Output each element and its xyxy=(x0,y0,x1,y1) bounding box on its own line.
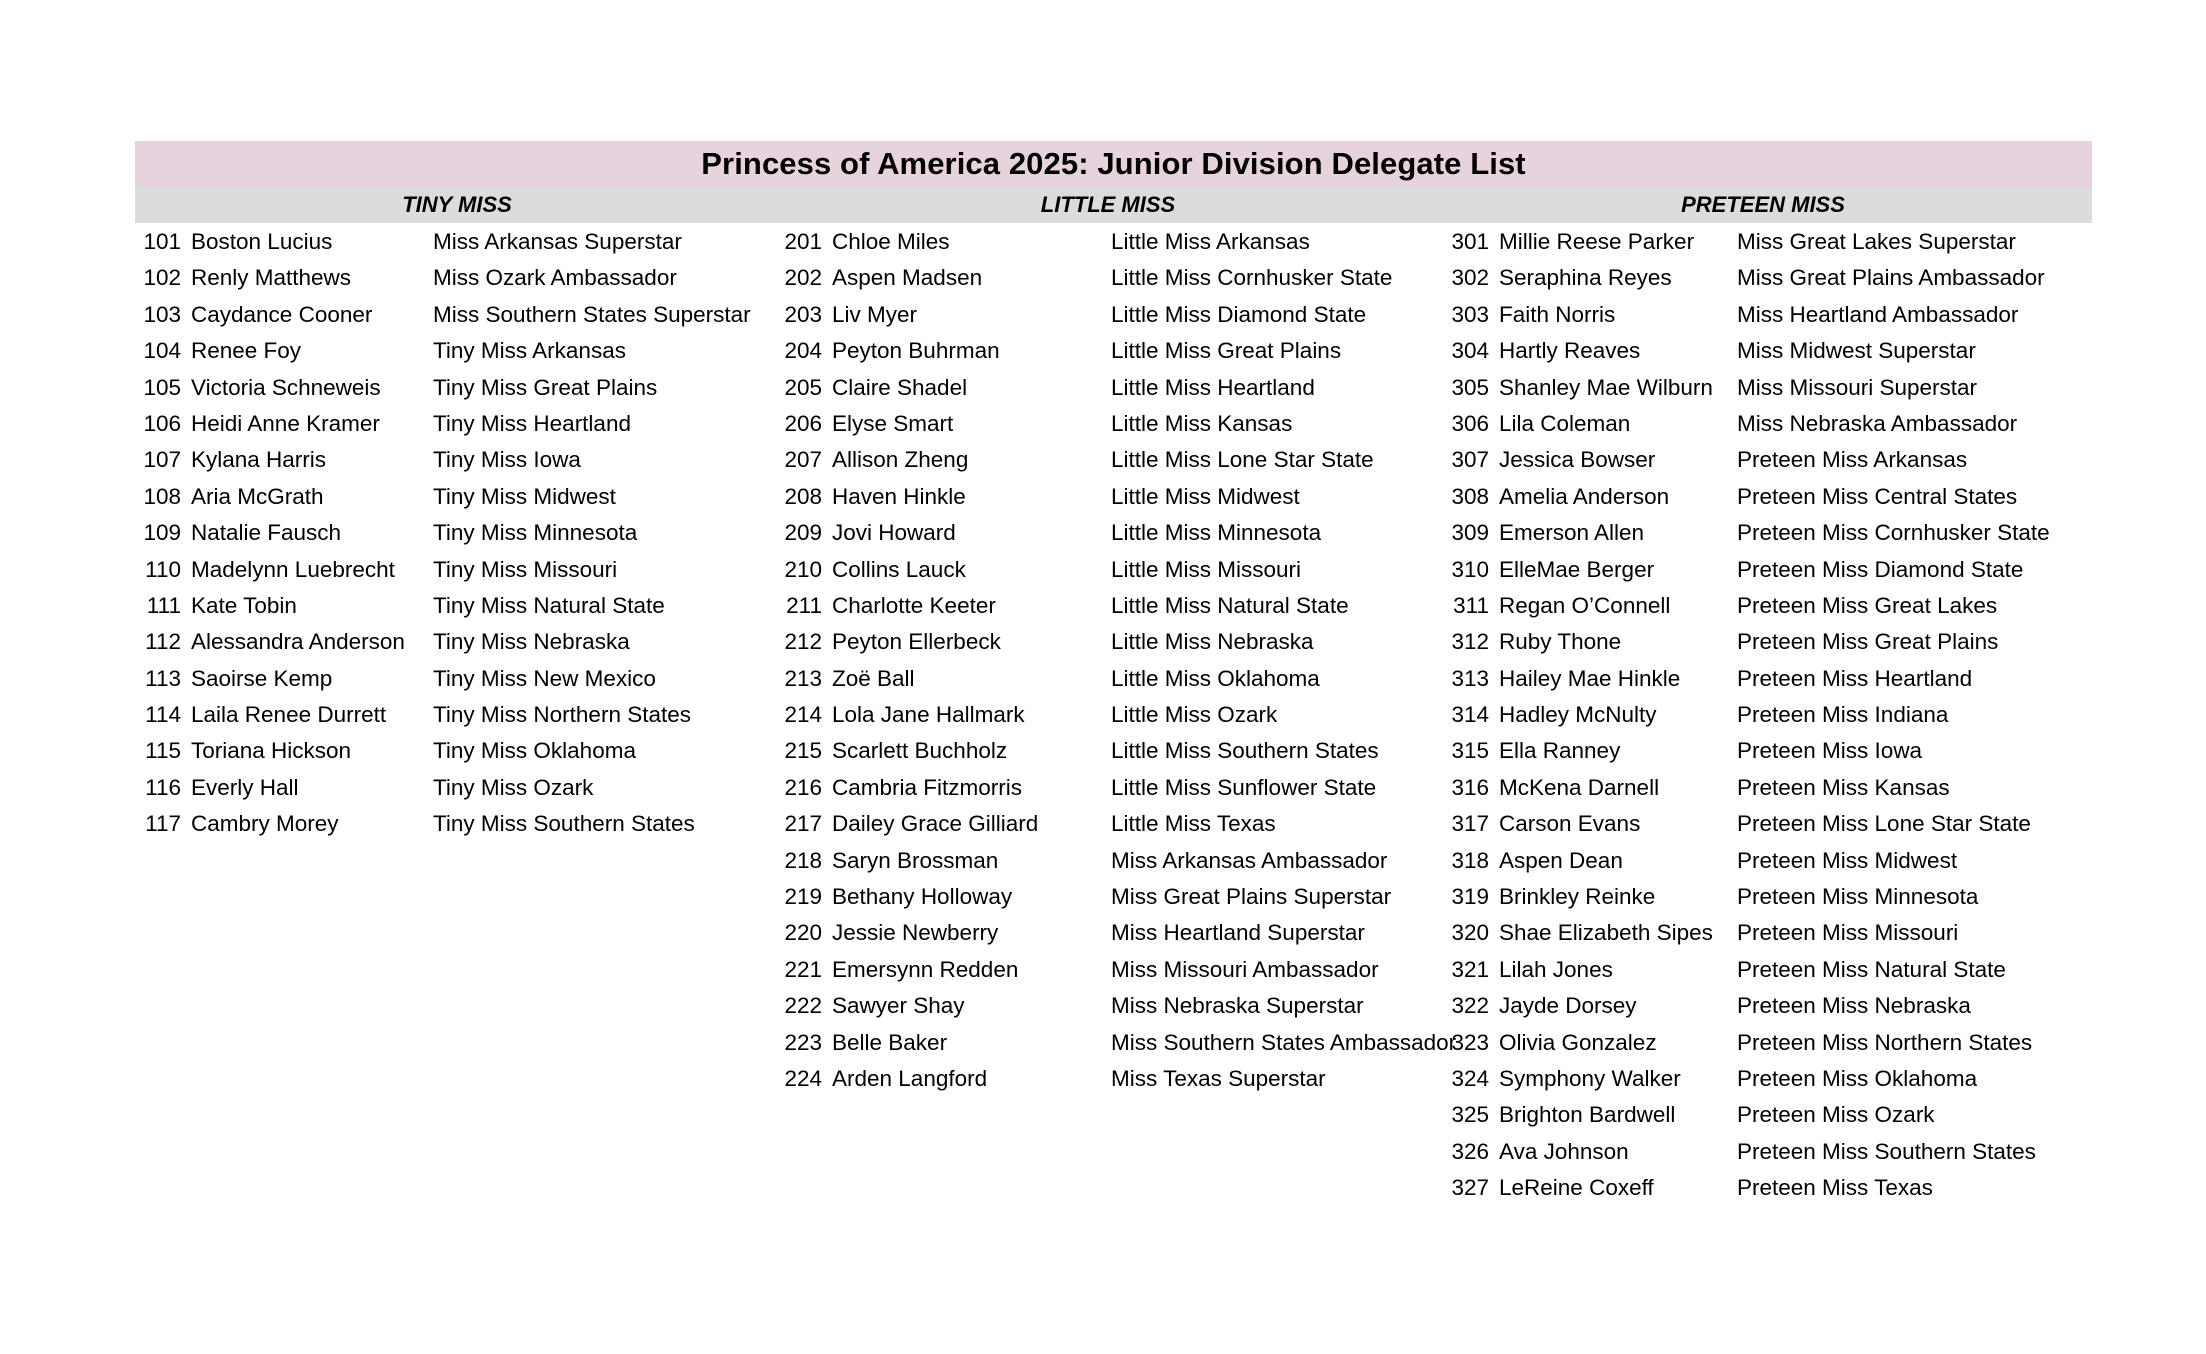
delegate-number: 310 xyxy=(1451,556,1489,582)
delegate-name: Peyton Ellerbeck xyxy=(832,629,1001,655)
delegate-name: Arden Langford xyxy=(832,1065,988,1091)
delegate-number: 314 xyxy=(1451,702,1489,728)
delegate-number: 319 xyxy=(1451,884,1489,910)
delegate-title: Miss Ozark Ambassador xyxy=(433,265,677,291)
delegate-title: Preteen Miss Great Plains xyxy=(1737,629,1999,655)
delegate-name: Ella Ranney xyxy=(1499,738,1621,764)
delegate-title: Preteen Miss Iowa xyxy=(1737,738,1923,764)
delegate-title: Miss Nebraska Superstar xyxy=(1111,993,1364,1019)
delegate-number: 109 xyxy=(143,520,181,546)
delegate-name: Haven Hinkle xyxy=(832,483,966,509)
delegate-number: 211 xyxy=(786,592,822,618)
delegate-title: Tiny Miss Iowa xyxy=(433,447,581,473)
delegate-number: 214 xyxy=(784,702,822,728)
delegate-name: Charlotte Keeter xyxy=(832,592,996,618)
delegate-title: Tiny Miss Minnesota xyxy=(433,520,638,546)
delegate-number: 307 xyxy=(1451,447,1489,473)
delegate-number: 322 xyxy=(1451,993,1489,1019)
delegate-name: Hartly Reaves xyxy=(1499,338,1641,364)
delegate-name: Renee Foy xyxy=(191,338,302,364)
delegate-name: Emersynn Redden xyxy=(832,956,1019,982)
delegate-number: 313 xyxy=(1451,665,1489,691)
delegate-name: Sawyer Shay xyxy=(832,993,965,1019)
delegate-name: Victoria Schneweis xyxy=(191,374,381,400)
delegate-title: Preteen Miss Kansas xyxy=(1737,774,1950,800)
delegate-title: Preteen Miss Lone Star State xyxy=(1737,811,2031,837)
delegate-name: LeReine Coxeff xyxy=(1499,1175,1654,1201)
delegate-name: Millie Reese Parker xyxy=(1499,229,1695,254)
delegate-number: 107 xyxy=(143,447,181,473)
delegate-name: Ava Johnson xyxy=(1499,1138,1629,1164)
delegate-name: Jovi Howard xyxy=(832,520,956,546)
delegate-title: Miss Southern States Ambassador xyxy=(1111,1029,1457,1055)
division-header-band xyxy=(135,187,2092,223)
page-title: Princess of America 2025: Junior Division Delegate List xyxy=(701,146,1526,181)
delegate-name: Lilah Jones xyxy=(1499,956,1613,982)
delegate-name: Aspen Dean xyxy=(1499,847,1623,873)
delegate-title: Preteen Miss Minnesota xyxy=(1737,884,1979,910)
delegate-name: Jayde Dorsey xyxy=(1499,993,1637,1019)
delegate-title: Little Miss Nebraska xyxy=(1111,629,1314,655)
delegate-number: 221 xyxy=(784,956,822,982)
delegate-number: 212 xyxy=(784,629,822,655)
delegate-title: Little Miss Kansas xyxy=(1111,410,1293,436)
delegate-name: Claire Shadel xyxy=(832,374,968,400)
delegate-name: Lola Jane Hallmark xyxy=(832,702,1025,728)
delegate-title: Little Miss Natural State xyxy=(1111,592,1349,618)
delegate-name: Hadley McNulty xyxy=(1499,702,1657,728)
delegate-title: Tiny Miss Great Plains xyxy=(433,374,658,400)
delegate-name: Seraphina Reyes xyxy=(1499,265,1672,291)
delegate-number: 318 xyxy=(1451,847,1489,873)
division-header-tiny-miss: TINY MISS xyxy=(402,192,512,217)
delegate-number: 323 xyxy=(1451,1029,1489,1055)
delegate-number: 117 xyxy=(145,811,181,837)
delegate-number: 110 xyxy=(145,556,181,582)
delegate-name: Boston Lucius xyxy=(191,229,333,254)
delegate-number: 324 xyxy=(1451,1065,1489,1091)
delegate-name: Saoirse Kemp xyxy=(191,665,333,691)
delegate-title: Miss Great Plains Superstar xyxy=(1111,884,1392,910)
delegate-name: Olivia Gonzalez xyxy=(1499,1029,1657,1055)
delegate-number: 327 xyxy=(1451,1175,1489,1201)
delegate-number: 217 xyxy=(784,811,822,837)
delegate-name: Everly Hall xyxy=(191,774,299,800)
delegate-title: Little Miss Heartland xyxy=(1111,374,1315,400)
delegate-number: 108 xyxy=(143,483,181,509)
delegate-title: Preteen Miss Oklahoma xyxy=(1737,1065,1978,1091)
delegate-number: 205 xyxy=(784,374,822,400)
delegate-title: Preteen Miss Indiana xyxy=(1737,702,1949,728)
delegate-number: 213 xyxy=(784,665,822,691)
delegate-number: 114 xyxy=(145,702,181,728)
delegate-name: Chloe Miles xyxy=(832,229,950,254)
delegate-number: 113 xyxy=(145,665,181,691)
delegate-name: Ruby Thone xyxy=(1499,629,1622,655)
delegate-name: Shanley Mae Wilburn xyxy=(1499,374,1713,400)
delegate-number: 204 xyxy=(784,338,822,364)
delegate-title: Preteen Miss Central States xyxy=(1737,483,2018,509)
delegate-number: 104 xyxy=(143,338,181,364)
delegate-number: 102 xyxy=(143,265,181,291)
delegate-title: Miss Heartland Ambassador xyxy=(1737,301,2019,327)
delegate-number: 315 xyxy=(1451,738,1489,764)
delegate-name: Scarlett Buchholz xyxy=(832,738,1008,764)
delegate-number: 309 xyxy=(1451,520,1489,546)
delegate-number: 311 xyxy=(1453,592,1489,618)
delegate-name: Natalie Fausch xyxy=(191,520,342,546)
delegate-title: Preteen Miss Great Lakes xyxy=(1737,592,1998,618)
delegate-title: Little Miss Great Plains xyxy=(1111,338,1342,364)
delegate-name: Shae Elizabeth Sipes xyxy=(1499,920,1713,946)
delegate-number: 103 xyxy=(143,301,181,327)
delegate-title: Miss Heartland Superstar xyxy=(1111,920,1365,946)
delegate-list-sheet xyxy=(135,141,2092,1201)
delegate-number: 202 xyxy=(784,265,822,291)
delegate-name: Allison Zheng xyxy=(832,447,969,473)
delegate-title: Little Miss Ozark xyxy=(1111,702,1278,728)
title-band xyxy=(135,141,2092,187)
delegate-name: Symphony Walker xyxy=(1499,1065,1681,1091)
delegate-title: Little Miss Midwest xyxy=(1111,483,1300,509)
delegate-number: 305 xyxy=(1451,374,1489,400)
delegate-name: Saryn Brossman xyxy=(832,847,999,873)
delegate-title: Tiny Miss Arkansas xyxy=(433,338,626,364)
delegate-number: 306 xyxy=(1451,410,1489,436)
delegate-number: 206 xyxy=(784,410,822,436)
delegate-title: Preteen Miss Diamond State xyxy=(1737,556,2024,582)
delegate-title: Miss Great Lakes Superstar xyxy=(1737,229,2016,254)
delegate-title: Little Miss Southern States xyxy=(1111,738,1379,764)
delegate-number: 111 xyxy=(146,592,181,618)
delegate-title: Miss Arkansas Superstar xyxy=(433,229,682,254)
delegate-name: Kylana Harris xyxy=(191,447,327,473)
delegate-title: Little Miss Minnesota xyxy=(1111,520,1322,546)
delegate-title: Miss Missouri Ambassador xyxy=(1111,956,1379,982)
delegate-name: Zoë Ball xyxy=(832,665,915,691)
delegate-name: McKena Darnell xyxy=(1499,774,1660,800)
delegate-title: Preteen Miss Nebraska xyxy=(1737,993,1971,1019)
delegate-name: Emerson Allen xyxy=(1499,520,1645,546)
delegate-title: Preteen Miss Arkansas xyxy=(1737,447,1968,473)
delegate-title: Miss Missouri Superstar xyxy=(1737,374,1978,400)
delegate-number: 224 xyxy=(784,1065,822,1091)
delegate-number: 321 xyxy=(1451,956,1489,982)
delegate-title: Little Miss Cornhusker State xyxy=(1111,265,1393,291)
delegate-title: Preteen Miss Southern States xyxy=(1737,1138,2036,1164)
delegate-name: Hailey Mae Hinkle xyxy=(1499,665,1681,691)
delegate-name: Laila Renee Durrett xyxy=(191,702,387,728)
delegate-name: Brighton Bardwell xyxy=(1499,1102,1676,1128)
delegate-number: 223 xyxy=(784,1029,822,1055)
delegate-number: 208 xyxy=(784,483,822,509)
delegate-number: 210 xyxy=(784,556,822,582)
delegate-title: Preteen Miss Heartland xyxy=(1737,665,1973,691)
delegate-name: Cambry Morey xyxy=(191,811,339,837)
delegate-name: Regan O’Connell xyxy=(1499,592,1671,618)
delegate-title: Tiny Miss Natural State xyxy=(433,592,665,618)
delegate-number: 201 xyxy=(784,229,822,254)
delegate-title: Miss Arkansas Ambassador xyxy=(1111,847,1388,873)
delegate-name: Collins Lauck xyxy=(832,556,966,582)
delegate-name: Kate Tobin xyxy=(191,592,297,618)
delegate-name: Dailey Grace Gilliard xyxy=(832,811,1039,837)
delegate-number: 302 xyxy=(1451,265,1489,291)
delegate-title: Tiny Miss Southern States xyxy=(433,811,695,837)
delegate-number: 326 xyxy=(1451,1138,1489,1164)
delegate-title: Preteen Miss Missouri xyxy=(1737,920,1959,946)
delegate-name: Aria McGrath xyxy=(191,483,324,509)
delegate-number: 216 xyxy=(784,774,822,800)
delegate-number: 220 xyxy=(784,920,822,946)
delegate-title: Miss Texas Superstar xyxy=(1111,1065,1326,1091)
delegate-title: Little Miss Arkansas xyxy=(1111,229,1310,254)
delegate-name: Faith Norris xyxy=(1499,301,1616,327)
delegate-name: Toriana Hickson xyxy=(191,738,352,764)
delegate-name: Madelynn Luebrecht xyxy=(191,556,395,582)
delegate-title: Preteen Miss Natural State xyxy=(1737,956,2006,982)
delegate-number: 106 xyxy=(143,410,181,436)
delegate-title: Little Miss Lone Star State xyxy=(1111,447,1374,473)
delegate-title: Preteen Miss Northern States xyxy=(1737,1029,2033,1055)
delegate-title: Miss Nebraska Ambassador xyxy=(1737,410,2018,436)
delegate-number: 207 xyxy=(784,447,822,473)
delegate-title: Little Miss Texas xyxy=(1111,811,1276,837)
delegate-title: Tiny Miss Oklahoma xyxy=(433,738,636,764)
delegate-number: 101 xyxy=(143,229,181,254)
delegate-number: 116 xyxy=(145,774,181,800)
delegate-title: Tiny Miss Heartland xyxy=(433,410,631,436)
delegate-title: Tiny Miss Northern States xyxy=(433,702,691,728)
delegate-number: 320 xyxy=(1451,920,1489,946)
delegate-number: 317 xyxy=(1451,811,1489,837)
delegate-number: 222 xyxy=(784,993,822,1019)
delegate-name: Aspen Madsen xyxy=(832,265,983,291)
delegate-title: Tiny Miss New Mexico xyxy=(433,665,656,691)
delegate-name: Cambria Fitzmorris xyxy=(832,774,1023,800)
delegate-title: Miss Southern States Superstar xyxy=(433,301,751,327)
delegate-number: 304 xyxy=(1451,338,1489,364)
delegate-title: Preteen Miss Ozark xyxy=(1737,1102,1935,1128)
delegate-number: 312 xyxy=(1451,629,1489,655)
delegate-title: Miss Great Plains Ambassador xyxy=(1737,265,2045,291)
delegate-name: Heidi Anne Kramer xyxy=(191,410,380,436)
delegate-number: 112 xyxy=(145,629,181,655)
delegate-title: Tiny Miss Nebraska xyxy=(433,629,630,655)
delegate-number: 301 xyxy=(1451,229,1489,254)
delegate-title: Little Miss Diamond State xyxy=(1111,301,1367,327)
delegate-title: Miss Midwest Superstar xyxy=(1737,338,1976,364)
delegate-name: Caydance Cooner xyxy=(191,301,373,327)
delegate-name: Elyse Smart xyxy=(832,410,954,436)
delegate-name: Lila Coleman xyxy=(1499,410,1631,436)
delegate-number: 105 xyxy=(143,374,181,400)
division-header-preteen-miss: PRETEEN MISS xyxy=(1681,192,1845,217)
delegate-title: Preteen Miss Midwest xyxy=(1737,847,1958,873)
delegate-name: Jessie Newberry xyxy=(832,920,999,946)
delegate-number: 316 xyxy=(1451,774,1489,800)
delegate-name: Liv Myer xyxy=(832,301,918,327)
delegate-number: 203 xyxy=(784,301,822,327)
delegate-number: 325 xyxy=(1451,1102,1489,1128)
delegate-number: 115 xyxy=(145,738,181,764)
delegate-name: Renly Matthews xyxy=(191,265,352,291)
division-header-little-miss: LITTLE MISS xyxy=(1040,192,1176,217)
delegate-name: Alessandra Anderson xyxy=(191,629,405,655)
delegate-title: Little Miss Missouri xyxy=(1111,556,1302,582)
delegate-title: Little Miss Oklahoma xyxy=(1111,665,1320,691)
delegate-number: 209 xyxy=(784,520,822,546)
delegate-title: Preteen Miss Texas xyxy=(1737,1175,1933,1201)
delegate-name: Belle Baker xyxy=(832,1029,948,1055)
delegate-title: Little Miss Sunflower State xyxy=(1111,774,1377,800)
delegate-name: ElleMae Berger xyxy=(1499,556,1655,582)
delegate-number: 219 xyxy=(784,884,822,910)
delegate-title: Tiny Miss Midwest xyxy=(433,483,616,509)
delegate-name: Amelia Anderson xyxy=(1499,483,1670,509)
delegate-name: Brinkley Reinke xyxy=(1499,884,1656,910)
delegate-number: 218 xyxy=(784,847,822,873)
delegate-number: 308 xyxy=(1451,483,1489,509)
delegate-name: Carson Evans xyxy=(1499,811,1641,837)
delegate-number: 303 xyxy=(1451,301,1489,327)
delegate-name: Peyton Buhrman xyxy=(832,338,1000,364)
delegate-name: Jessica Bowser xyxy=(1499,447,1656,473)
delegate-number: 215 xyxy=(784,738,822,764)
delegate-name: Bethany Holloway xyxy=(832,884,1013,910)
delegate-title: Tiny Miss Ozark xyxy=(433,774,594,800)
delegate-title: Preteen Miss Cornhusker State xyxy=(1737,520,2050,546)
delegate-title: Tiny Miss Missouri xyxy=(433,556,618,582)
